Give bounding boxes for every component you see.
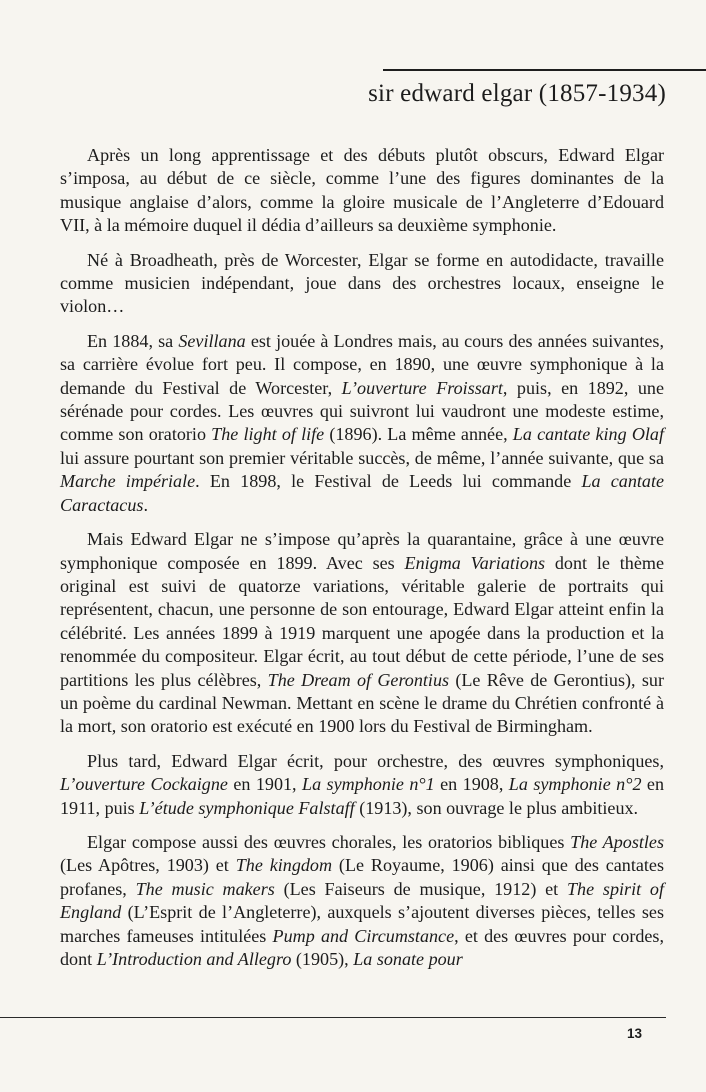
paragraph xyxy=(60,750,664,820)
text-run: (Le Rêve de Gerontius), sur un poème du cardinal Newman. Mettant en scène le drame du Chrétien confronté à la mort, son oratorio est exécuté en 1900 lors du Festival de Birmingham. xyxy=(60,669,664,737)
text-run: Après un long apprentissage et des débuts plutôt obscurs, Edward Elgar s’imposa, au début de ce siècle, comme l’une des figures dominantes de la musique anglaise d’alors, comme la gloire musicale de l’Angleterre d’Edouard VII, à la mémoire duquel il dédia d’ailleurs sa deuxième symphonie. xyxy=(60,145,664,236)
text-run: . xyxy=(143,494,148,515)
paragraph xyxy=(60,528,664,739)
italic-title: The Dream of Gerontius xyxy=(267,669,450,690)
page-number: 13 xyxy=(626,1026,642,1041)
text-run: (Les Apôtres, 1903) et xyxy=(60,855,236,876)
text-run: , et des œuvres pour cordes, dont xyxy=(60,925,664,969)
italic-title: The light of life xyxy=(211,424,325,445)
italic-title: Sevillana xyxy=(178,330,246,351)
paragraph xyxy=(60,144,664,238)
italic-title: The Apostles xyxy=(570,831,664,852)
italic-title: La symphonie n°1 xyxy=(302,774,435,795)
text-run: (L’Esprit de l’Angleterre), auxquels s’ajoutent diverses pièces, telles ses marches fameuses intitulées xyxy=(60,902,664,946)
text-run: En 1884, sa xyxy=(87,330,179,351)
text-run: . En 1898, le Festival de Leeds lui commande xyxy=(195,471,582,492)
italic-title: The kingdom xyxy=(235,855,333,876)
header-rule xyxy=(383,69,706,71)
text-run: en 1908, xyxy=(434,774,509,795)
italic-title: L’ouverture Cockaigne xyxy=(60,774,228,795)
text-run: (Le Royaume, 1906) ainsi que des cantates profanes, xyxy=(60,855,664,899)
italic-title: L’étude symphonique Falstaff xyxy=(139,797,355,818)
text-run: dont le thème original est suivi de quatorze variations, véritable galerie de portraits qui représentent, chacun, une personne de son entourage, Edward Elgar atteint enfin la célébrité. Les années 1899 à 1919 marquent une apogée dans la production et la renommée du compositeur. Elgar écrit, au tout début de cette période, l’une de ses partitions les plus célèbres, xyxy=(60,552,664,690)
text-run: (1896). La même année, xyxy=(324,424,513,445)
italic-title: La cantate Caractacus xyxy=(60,471,665,515)
italic-title: L’ouverture Froissart xyxy=(341,377,503,398)
italic-title: La symphonie n°2 xyxy=(508,774,642,795)
italic-title: The spirit of England xyxy=(60,878,664,923)
italic-title: Marche impériale xyxy=(60,471,196,492)
italic-title: L’Introduction and Allegro xyxy=(96,949,292,969)
italic-title: The music makers xyxy=(135,878,275,899)
italic-title: Pump and Circumstance xyxy=(272,925,455,946)
italic-title: La cantate king Olaf xyxy=(512,424,664,445)
italic-title: Enigma Variations xyxy=(404,552,546,573)
text-run: Plus tard, Edward Elgar écrit, pour orchestre, des œuvres symphoniques, xyxy=(87,750,664,771)
text-run: , puis, en 1892, une sérénade pour cordes. Les œuvres qui suivront lui vaudront une modeste estime, comme son oratorio xyxy=(60,377,664,445)
footer-rule xyxy=(0,1017,666,1018)
paragraph xyxy=(60,831,664,971)
page-body xyxy=(60,144,664,982)
italic-title: La sonate pour xyxy=(353,949,463,969)
text-run: est jouée à Londres mais, au cours des années suivantes, sa carrière évolue fort peu. Il compose, en 1890, une œuvre symphonique à la demande du Festival de Worcester, xyxy=(60,330,664,398)
text-run: Elgar compose aussi des œuvres chorales, les oratorios bibliques xyxy=(87,831,571,852)
text-run: en 1911, puis xyxy=(60,774,665,818)
text-run: (1913), son ouvrage le plus ambitieux. xyxy=(354,797,639,818)
text-run: lui assure pourtant son premier véritable succès, de même, l’année suivante, que sa xyxy=(60,447,664,468)
paragraph xyxy=(60,249,664,319)
running-header-title: sir edward elgar (1857-1934) xyxy=(368,80,666,107)
text-run: (1905), xyxy=(291,949,354,969)
text-run: Né à Broadheath, près de Worcester, Elgar se forme en autodidacte, travaille comme musicien indépendant, joue dans des orchestres locaux, enseigne le violon… xyxy=(60,249,664,317)
text-run: en 1901, xyxy=(227,774,302,795)
paragraph xyxy=(60,330,664,517)
text-run: (Les Faiseurs de musique, 1912) et xyxy=(274,878,567,899)
text-run: Mais Edward Elgar ne s’impose qu’après la quarantaine, grâce à une œuvre symphonique composée en 1899. Avec ses xyxy=(60,529,664,573)
